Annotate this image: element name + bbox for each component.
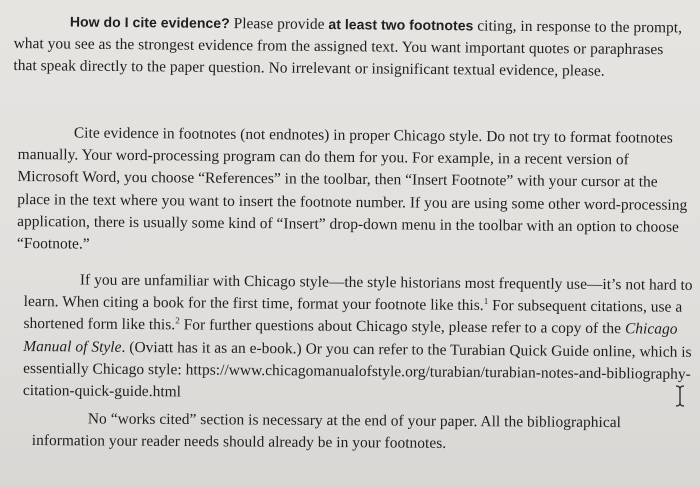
para2-text: Cite evidence in footnotes (not endnotes) in proper Chicago style. Do not try to format footnotes manually. Your word-processing program can do them for you. For example, in a recent version of Microsoft Word, you choose “References” in the toolbar, then “Insert Footnote” with your cursor at the place in the text where you want to insert the footnote number. If you are using some other word-processing application, there is usually some kind of “Insert” drop-down menu in the toolbar with an option to choose “Footnote.” <box>16 124 688 253</box>
paragraph-footnotes-instructions <box>17 122 690 261</box>
footnote-marker-2: 2 <box>175 315 180 326</box>
para3-text-b: For subsequent citations, use a shortened form like this. <box>23 297 683 334</box>
para3-text-a: If you are unfamiliar with Chicago style—the style historians most frequently use—it’s not hard to learn. When citing a book for the first time, format your footnote like this. <box>23 271 693 315</box>
text-cursor-icon <box>673 384 687 408</box>
paragraph-works-cited <box>32 408 672 457</box>
para3-text-d: . (Oviatt has it as an e-book.) Or you can refer to the Turabian Quick Guide online, which is essentially Chicago style: https://www.chicagomanualofstyle.org/turabian/turabian-notes-and-bibliography-citation-quick-guide.html <box>22 338 692 401</box>
question-heading: How do I cite evidence? <box>69 13 230 32</box>
para1-text-a: Please provide <box>229 15 329 34</box>
paragraph-chicago-style <box>23 269 696 408</box>
emphasis-two-footnotes: at least two footnotes <box>328 16 474 34</box>
footnote-marker-1: 1 <box>483 296 489 307</box>
paragraph-how-to-cite <box>13 10 684 84</box>
para4-text: No “works cited” section is necessary at the end of your paper. All the bibliographical information your reader needs should already be in your footnotes. <box>31 410 622 453</box>
manual-title: Chicago Manual of Style <box>23 320 678 356</box>
para3-text-c: For further questions about Chicago style, please refer to a copy of the <box>179 316 626 338</box>
para1-text-c: citing, in response to the prompt, what you see as the strongest evidence from the assigned text. You want important quotes or paraphrases that speak directly to the paper question. No irrelevant or insignificant textual evidence, please. <box>13 17 683 81</box>
